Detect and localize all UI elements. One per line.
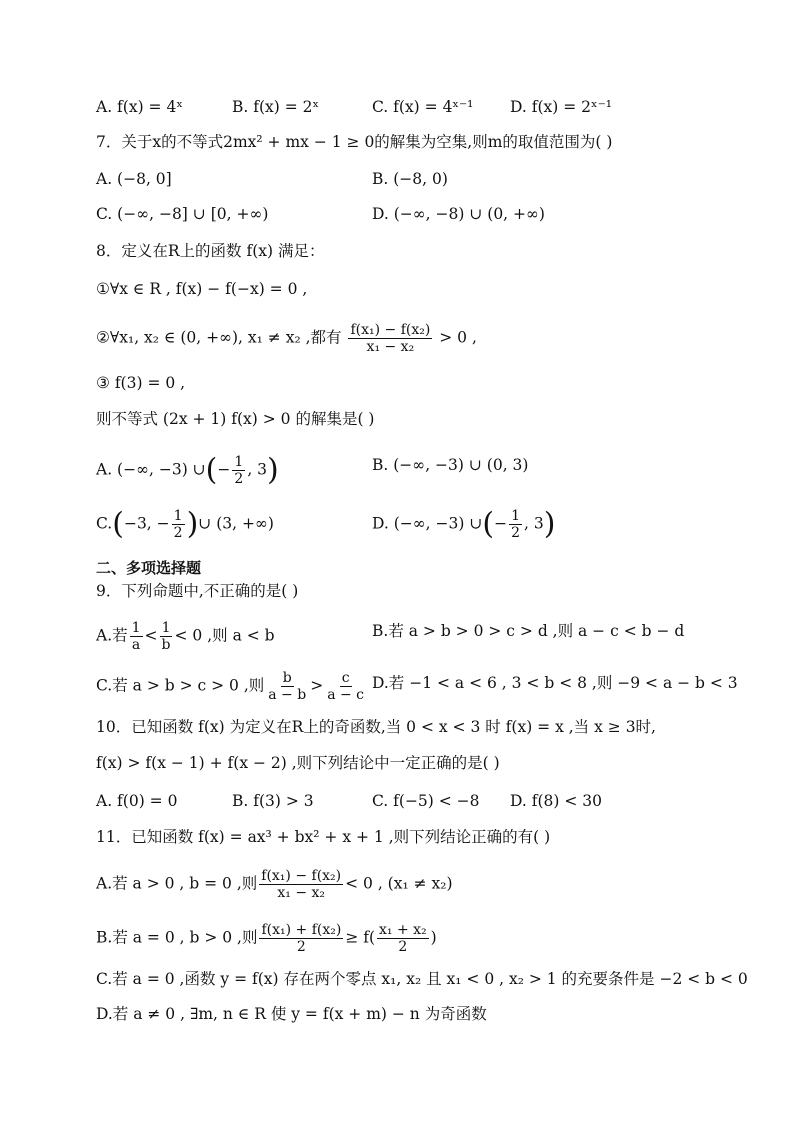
option-text: A. (−∞, −3) ∪	[96, 460, 206, 479]
fraction-numerator: x₁ + x₂	[379, 922, 427, 938]
option-text: )	[430, 928, 437, 947]
q8-condition-2-prefix: ②∀x₁, x₂ ∈ (0, +∞), x₁ ≠ x₂ ,都有	[96, 328, 342, 347]
fraction-denominator: 2	[511, 525, 520, 541]
q8-condition-2-suffix: > 0 ,	[439, 328, 477, 347]
option-text: A.若 a > 0 , b = 0 ,则	[96, 874, 258, 893]
q6-option-d: D. f(x) = 2ˣ⁻¹	[510, 98, 612, 116]
fraction-numerator: b	[282, 670, 292, 686]
q6-option-a: A. f(x) = 4ˣ	[96, 98, 183, 116]
right-paren: )	[267, 452, 279, 488]
fraction-numerator: 1	[234, 454, 244, 470]
fraction-numerator: f(x₁) − f(x₂)	[261, 868, 342, 884]
q8-ask: 则不等式 (2x + 1) f(x) > 0 的解集是( )	[96, 410, 375, 428]
q7-option-a: A. (−8, 0]	[96, 170, 172, 188]
q10-option-d: D. f(8) < 30	[510, 792, 602, 810]
option-text: , 3	[247, 460, 268, 479]
q11-option-c: C.若 a = 0 ,函数 y = f(x) 存在两个零点 x₁, x₂ 且 x₁ < 0 , x₂ > 1 的充要条件是 −2 < b < 0	[96, 970, 748, 988]
option-fraction	[130, 620, 143, 653]
option-fraction	[259, 868, 343, 901]
fraction-denominator: x₁ − x₂	[366, 339, 415, 355]
fraction-denominator: 2	[398, 939, 408, 955]
option-text: −3, −	[123, 514, 170, 533]
fraction-numerator: 1	[511, 508, 520, 524]
q11-stem: 11．已知函数 f(x) = ax³ + bx² + x + 1 ,则下列结论正确的有( )	[96, 828, 551, 846]
fraction-numerator: 1	[173, 508, 183, 524]
section-heading: 二、多项选择题	[96, 559, 202, 577]
q7-option-c: C. (−∞, −8] ∪ [0, +∞)	[96, 205, 269, 223]
fraction-numerator: f(x₁) + f(x₂)	[261, 922, 342, 938]
option-fraction	[377, 922, 429, 955]
q10-option-b: B. f(3) > 3	[232, 792, 314, 810]
q8-condition-2	[96, 322, 477, 355]
option-text: −	[217, 460, 231, 479]
q10-stem-line-1: 10．已知函数 f(x) 为定义在R上的奇函数,当 0 < x < 3 时 f(x) = x ,当 x ≥ 3时,	[96, 718, 656, 736]
option-text: >	[310, 676, 324, 695]
fraction-numerator: f(x₁) − f(x₂)	[350, 322, 431, 338]
q8-option-a	[96, 454, 279, 487]
fraction-numerator: 1	[131, 620, 141, 636]
option-fraction	[509, 508, 522, 541]
q10-option-a: A. f(0) = 0	[96, 792, 178, 810]
option-fraction	[160, 620, 173, 653]
q7-option-b: B. (−8, 0)	[372, 170, 448, 188]
fraction-denominator: a − c	[327, 687, 365, 703]
q11-option-a	[96, 868, 453, 901]
q8-option-c	[96, 508, 274, 541]
left-paren: (	[112, 506, 124, 542]
option-text: <	[144, 626, 158, 645]
q6-option-c: C. f(x) = 4ˣ⁻¹	[372, 98, 474, 116]
option-fraction	[266, 670, 308, 703]
q9-option-d: D.若 −1 < a < 6 , 3 < b < 8 ,则 −9 < a − b < 3	[372, 674, 738, 692]
option-fraction	[232, 454, 245, 487]
q11-option-b	[96, 922, 437, 955]
q10-option-c: C. f(−5) < −8	[372, 792, 480, 810]
q8-condition-1: ①∀x ∈ R , f(x) − f(−x) = 0 ,	[96, 280, 308, 298]
option-text: C.若 a > b > c > 0 ,则	[96, 676, 265, 695]
fraction-numerator: 1	[161, 620, 171, 636]
option-text: B.若 a = 0 , b > 0 ,则	[96, 928, 258, 947]
fraction-numerator: c	[341, 670, 350, 686]
option-text: < 0 , (x₁ ≠ x₂)	[345, 874, 453, 893]
option-text: , 3	[523, 514, 544, 533]
q9-stem: 9．下列命题中,不正确的是( )	[96, 582, 299, 600]
option-text: ≥ f(	[345, 928, 376, 947]
q8-option-b: B. (−∞, −3) ∪ (0, 3)	[372, 456, 529, 474]
q9-option-c	[96, 670, 368, 703]
left-paren: (	[482, 506, 495, 542]
right-paren: )	[543, 506, 556, 542]
q11-option-d: D.若 a ≠ 0 , ∃m, n ∈ R 使 y = f(x + m) − n 为奇函数	[96, 1005, 487, 1023]
q10-stem-line-2: f(x) > f(x − 1) + f(x − 2) ,则下列结论中一定正确的是( )	[96, 754, 500, 772]
fraction-denominator: x₁ − x₂	[277, 885, 326, 901]
q8-condition-2-fraction	[348, 322, 432, 355]
q9-option-b: B.若 a > b > 0 > c > d ,则 a − c < b − d	[372, 622, 685, 640]
option-text: ∪ (3, +∞)	[198, 514, 274, 533]
option-text: C.	[96, 514, 113, 533]
q7-option-d: D. (−∞, −8) ∪ (0, +∞)	[372, 205, 545, 223]
q9-option-a	[96, 620, 275, 653]
option-text: −	[494, 514, 508, 533]
q8-condition-3: ③ f(3) = 0 ,	[96, 374, 186, 392]
option-text: A.若	[96, 626, 128, 645]
option-fraction	[259, 922, 343, 955]
fraction-denominator: 2	[234, 471, 244, 487]
option-fraction	[325, 670, 366, 703]
option-fraction	[172, 508, 185, 541]
right-paren: )	[186, 506, 199, 542]
fraction-denominator: a − b	[268, 687, 307, 703]
left-paren: (	[205, 452, 218, 488]
q6-option-b: B. f(x) = 2ˣ	[232, 98, 320, 116]
fraction-denominator: a	[131, 637, 141, 653]
fraction-denominator: b	[161, 637, 171, 653]
q8-option-d	[372, 508, 555, 541]
fraction-denominator: 2	[296, 939, 306, 955]
q8-stem: 8．定义在R上的函数 f(x) 满足：	[96, 242, 325, 260]
option-text: D. (−∞, −3) ∪	[372, 514, 483, 533]
option-text: < 0 ,则 a < b	[174, 626, 275, 645]
fraction-denominator: 2	[173, 525, 183, 541]
q7-stem: 7．关于x的不等式2mx² + mx − 1 ≥ 0的解集为空集,则m的取值范围为( )	[96, 133, 613, 151]
